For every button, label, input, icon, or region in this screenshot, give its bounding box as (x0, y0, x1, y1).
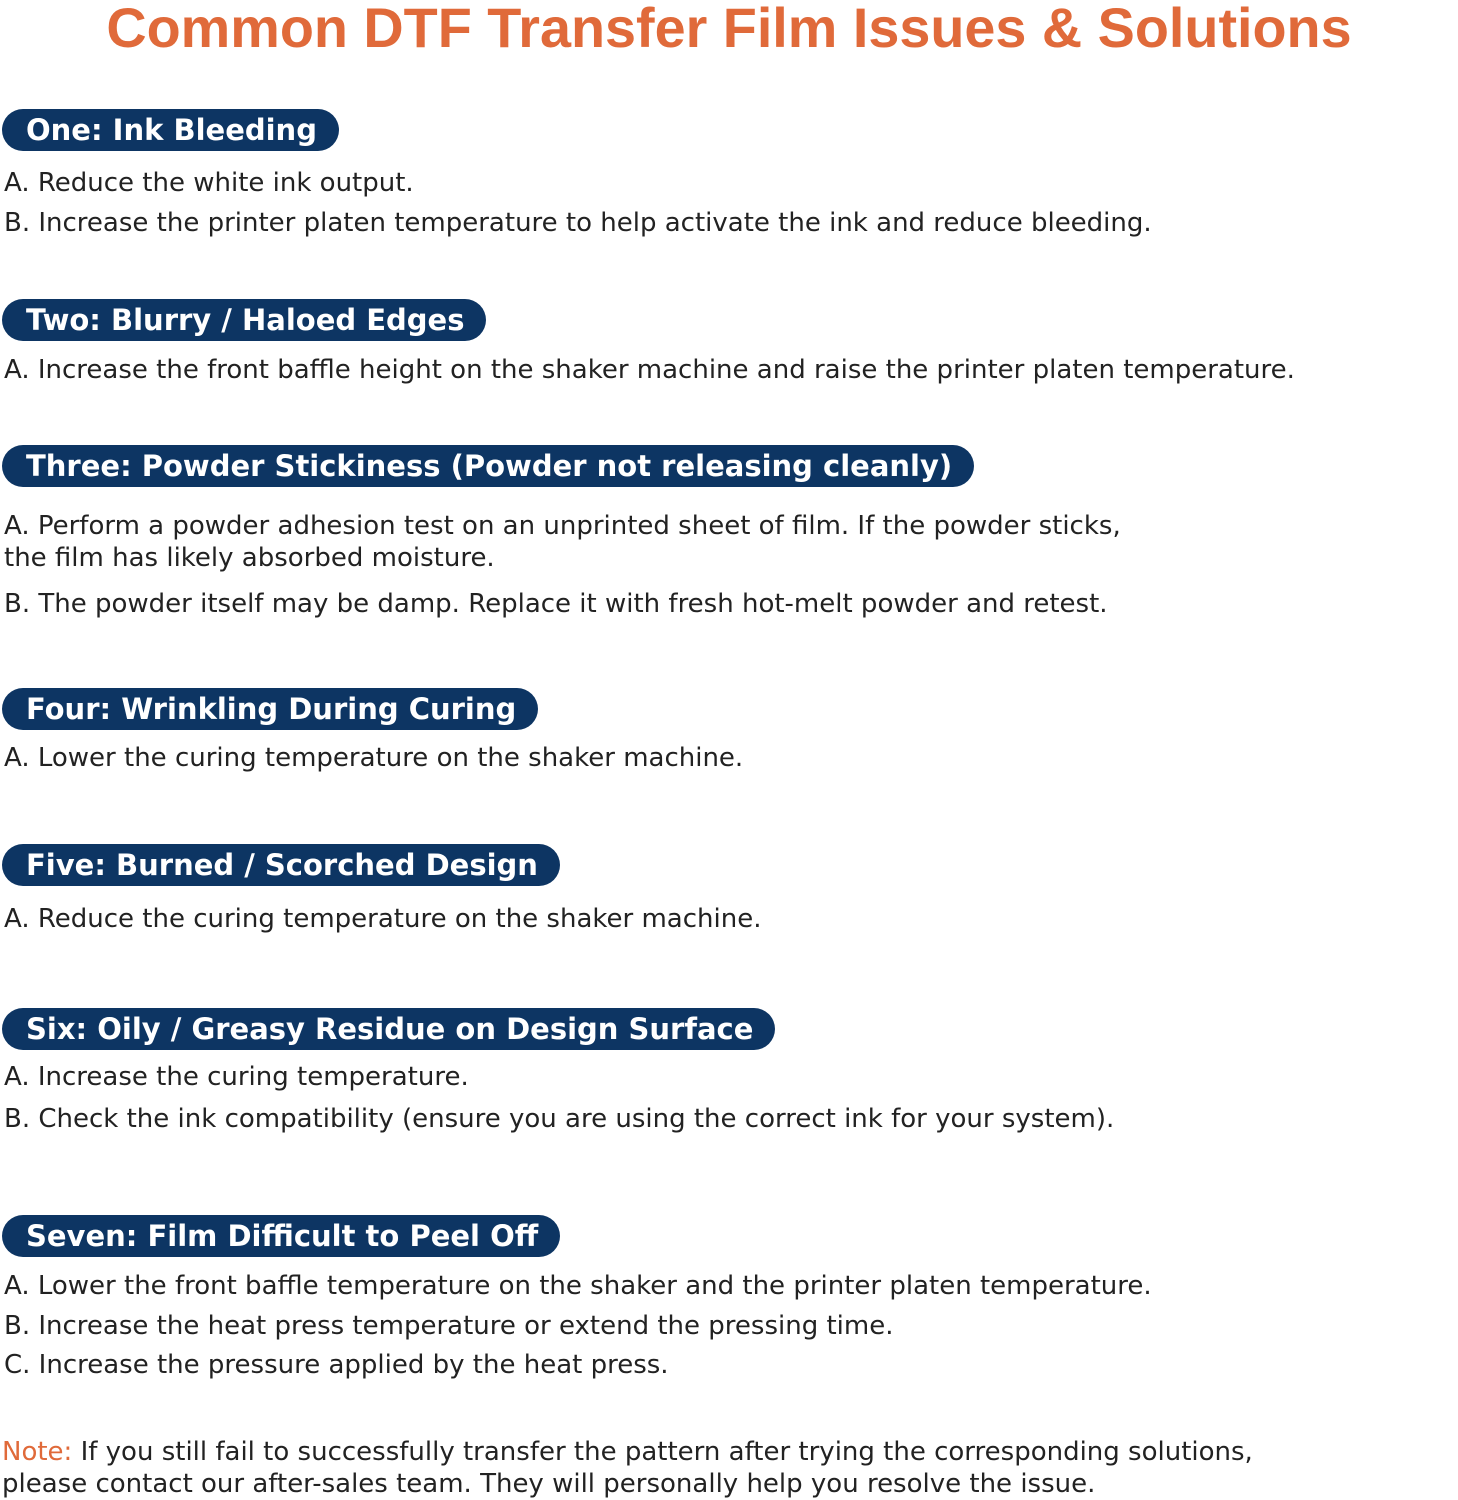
note-line-1 (2, 1436, 1253, 1468)
page-title: Common DTF Transfer Film Issues & Solutions (106, 0, 1352, 59)
section-heading-ink-bleeding: One: Ink Bleeding (2, 109, 339, 151)
note-text-1: If you still fail to successfully transfer the pattern after trying the corresponding solutions, (72, 1437, 1253, 1467)
solution-line: B. Increase the heat press temperature or extend the pressing time. (4, 1311, 894, 1341)
section-heading-oily-residue: Six: Oily / Greasy Residue on Design Surface (2, 1008, 775, 1050)
solution-line: B. Check the ink compatibility (ensure you are using the correct ink for your system). (4, 1104, 1115, 1134)
section-heading-powder-stickiness: Three: Powder Stickiness (Powder not releasing cleanly) (2, 445, 974, 487)
solution-line: A. Reduce the white ink output. (4, 168, 414, 198)
solution-line: A. Lower the front baffle temperature on the shaker and the printer platen temperature. (4, 1271, 1152, 1301)
section-heading-film-peel: Seven: Film Difficult to Peel Off (2, 1215, 560, 1257)
note-label: Note: (2, 1437, 73, 1467)
solution-line: A. Increase the curing temperature. (4, 1062, 469, 1092)
note-line-2: please contact our after-sales team. They will personally help you resolve the issue. (2, 1469, 1096, 1499)
solution-line: C. Increase the pressure applied by the heat press. (4, 1350, 669, 1380)
solution-line: B. Increase the printer platen temperature to help activate the ink and reduce bleeding. (4, 208, 1152, 238)
solution-line: A. Lower the curing temperature on the shaker machine. (4, 743, 744, 773)
section-heading-blurry-edges: Two: Blurry / Haloed Edges (2, 299, 486, 341)
solution-line: the film has likely absorbed moisture. (4, 543, 495, 573)
solution-line: A. Reduce the curing temperature on the shaker machine. (4, 904, 762, 934)
section-heading-burned-design: Five: Burned / Scorched Design (2, 844, 560, 886)
solution-line: A. Perform a powder adhesion test on an unprinted sheet of film. If the powder sticks, (4, 511, 1121, 541)
section-heading-wrinkling: Four: Wrinkling During Curing (2, 688, 538, 730)
solution-line: A. Increase the front baffle height on the shaker machine and raise the printer platen temperature. (4, 355, 1295, 385)
solution-line: B. The powder itself may be damp. Replace it with fresh hot-melt powder and retest. (4, 589, 1108, 619)
